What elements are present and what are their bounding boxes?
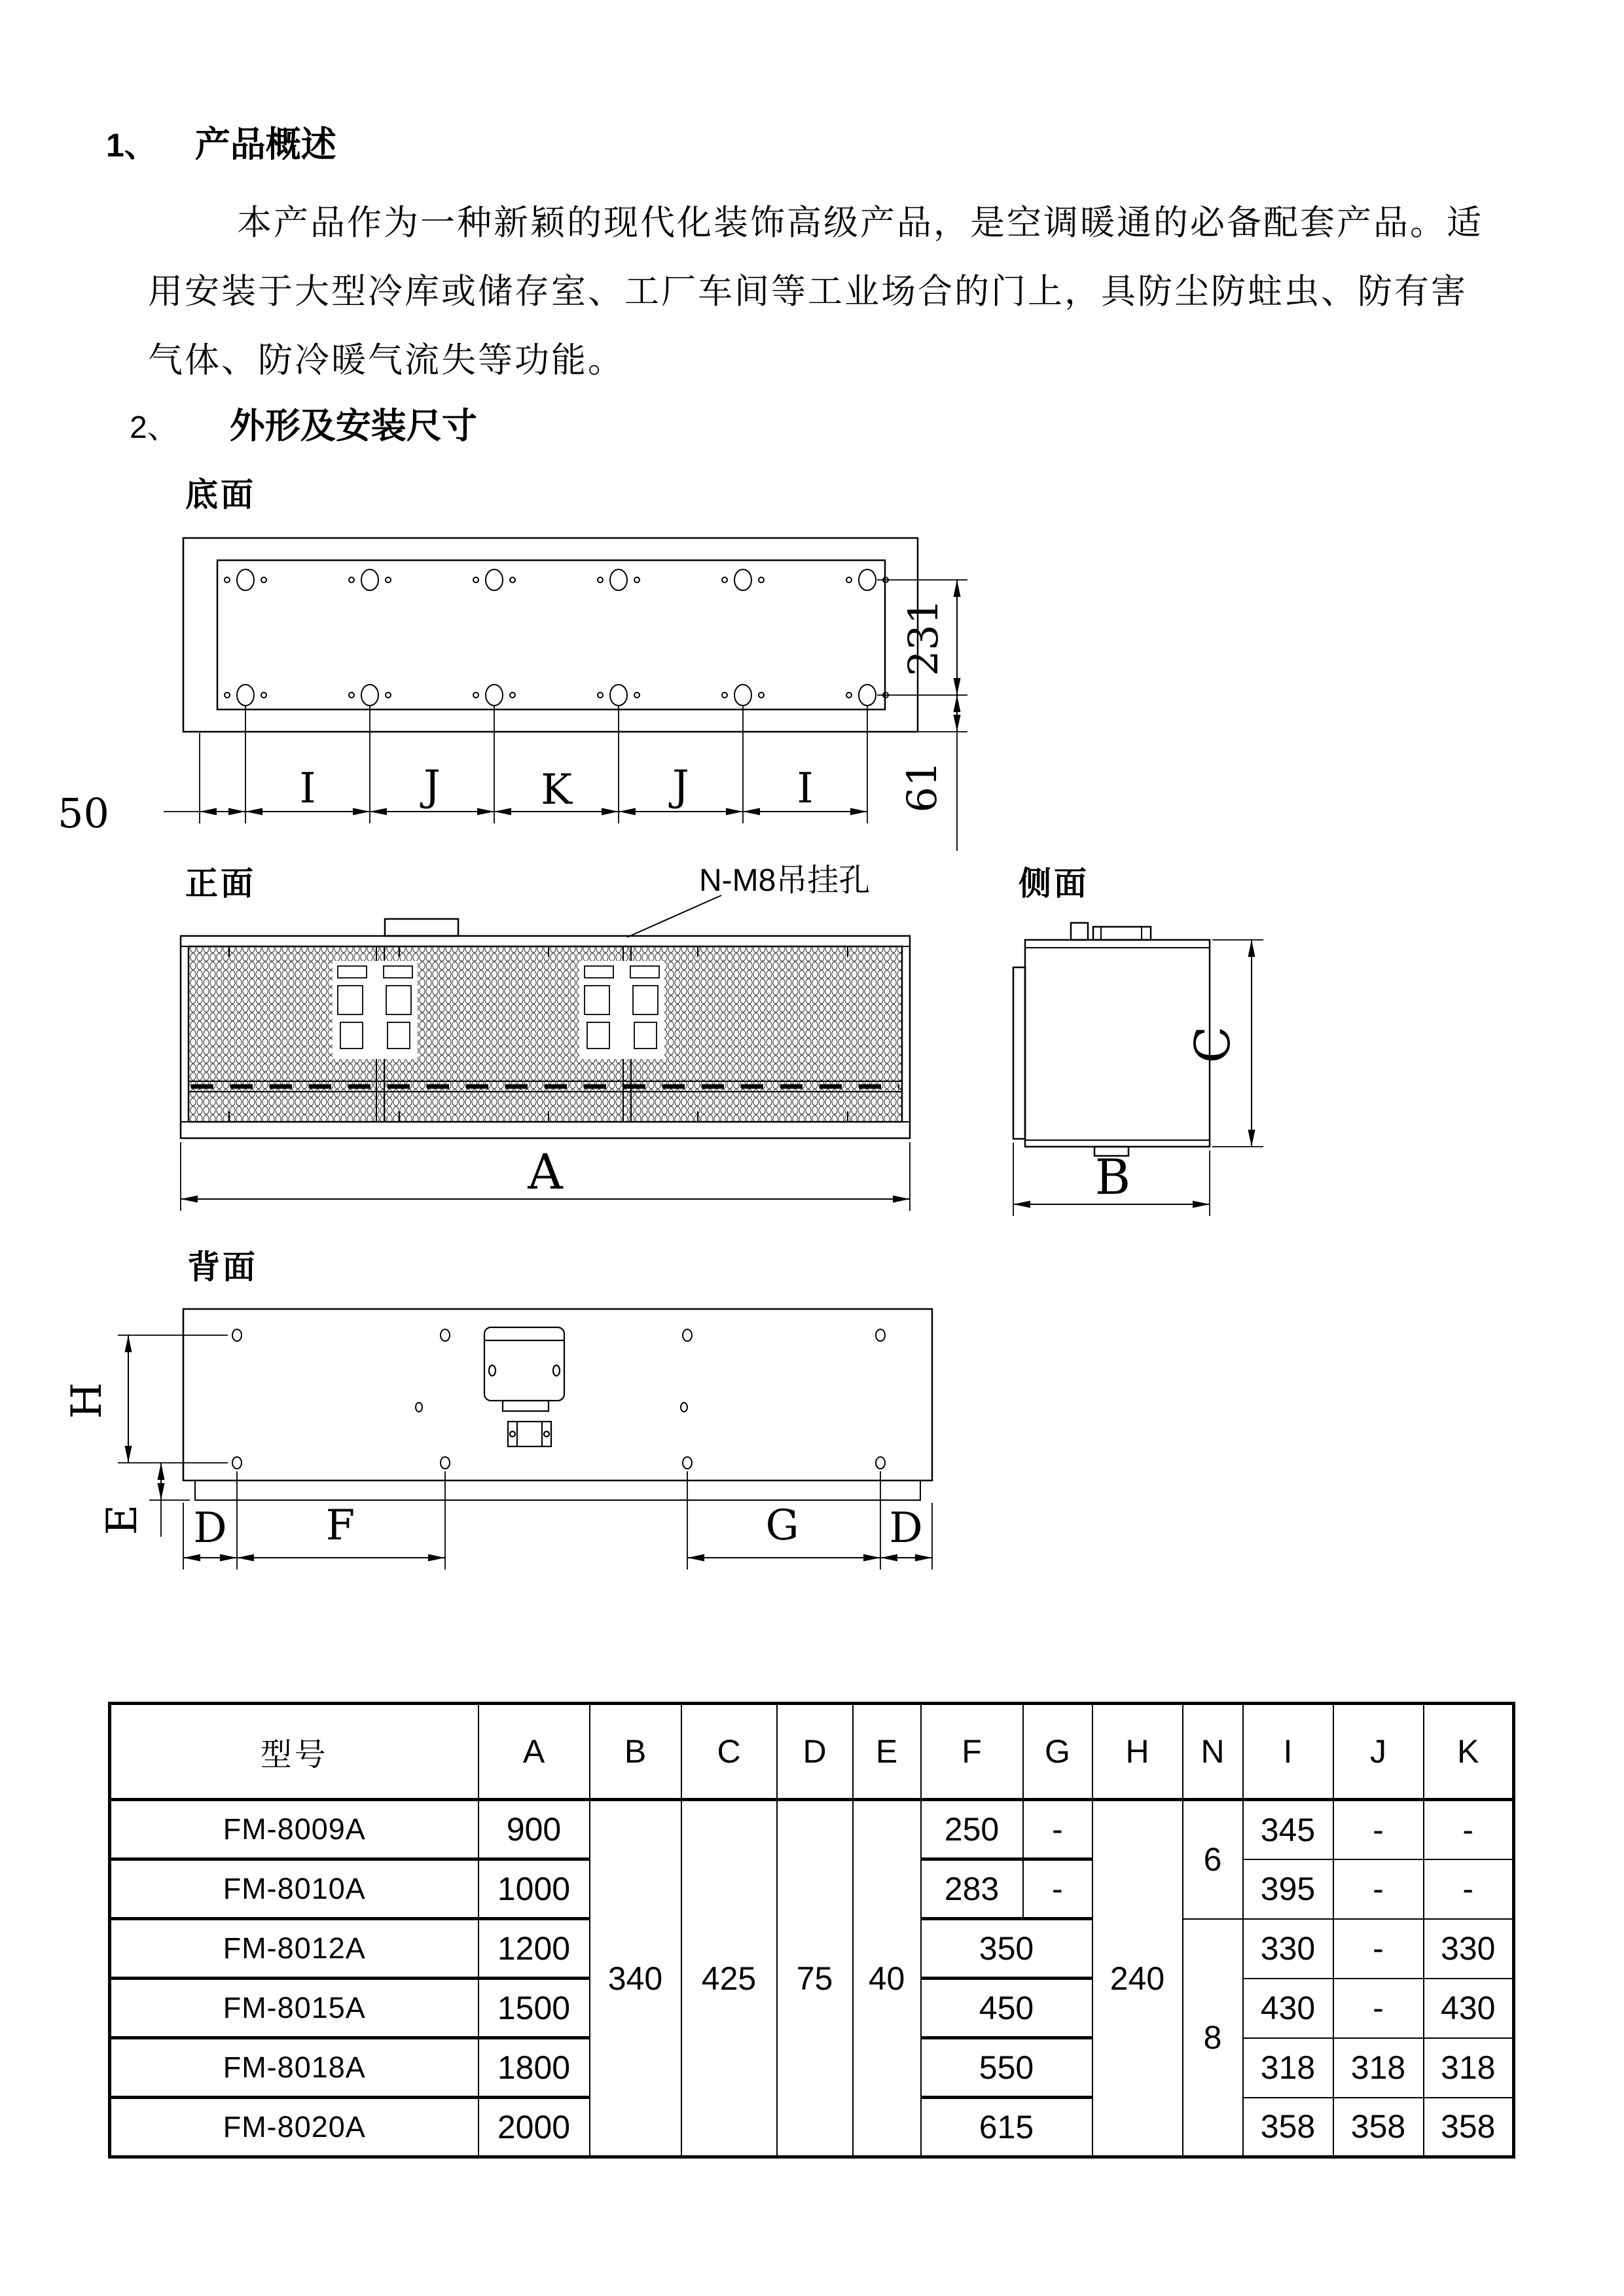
section-1-title: 产品概述 [194, 125, 336, 164]
cell-fg: 615 [921, 2098, 1092, 2157]
dim-D-label-1: D [193, 1504, 227, 1552]
cell-c-shared: 425 [681, 1800, 777, 2157]
dimension-arrow [181, 1196, 198, 1203]
dimension-arrow [954, 695, 961, 712]
dimension-arrow [743, 808, 760, 816]
screw-hole [416, 1403, 422, 1412]
dimension-arrow [954, 678, 961, 695]
col-header-a: A [478, 1704, 590, 1800]
pilot-hole [510, 577, 515, 583]
dimension-arrow [1013, 1201, 1030, 1208]
front-top-fitting [385, 919, 458, 936]
pilot-hole [225, 692, 230, 698]
dimension-arrow [477, 808, 494, 816]
side-flange [1013, 967, 1025, 1139]
col-header-b: B [590, 1704, 681, 1800]
pilot-hole [722, 577, 727, 583]
dimension-arrow [228, 808, 245, 816]
screw-hole [876, 1329, 885, 1341]
col-header-c: C [681, 1704, 777, 1800]
back-view-label: 背面 [187, 1249, 258, 1285]
cell-fg: 450 [921, 1979, 1092, 2038]
pilot-hole [634, 577, 640, 583]
cell-i: 395 [1243, 1859, 1333, 1919]
cell-fg: 350 [921, 1919, 1092, 1979]
dim-J-label-2: J [672, 762, 689, 810]
cell-model: FM-8018A [110, 2038, 478, 2098]
cell-b-shared: 340 [590, 1800, 681, 2157]
col-header-e: E [853, 1704, 921, 1800]
cell-i: 345 [1243, 1800, 1333, 1859]
col-header-model: 型号 [110, 1704, 478, 1800]
screw-hole [876, 1457, 885, 1469]
section-2-title: 外形及安装尺寸 [229, 406, 477, 446]
cell-model: FM-8012A [110, 1919, 478, 1979]
back-dimensions [118, 1335, 932, 1570]
cell-a: 2000 [478, 2098, 590, 2157]
dimension-arrow [125, 1446, 132, 1463]
dimension-arrow [1193, 1201, 1210, 1208]
dim-61-label: 61 [898, 761, 946, 813]
cell-k: 358 [1424, 2098, 1514, 2157]
pilot-hole [846, 577, 852, 583]
col-header-i: I [1243, 1704, 1333, 1800]
bottom-view-label: 底面 [185, 476, 256, 513]
dimension-arrow [237, 1554, 254, 1562]
dim-C-label: C [1185, 1026, 1241, 1064]
bottom-view-drawing [58, 538, 967, 851]
cell-e-shared: 40 [853, 1800, 921, 2157]
cell-f: 250 [921, 1800, 1023, 1859]
screw-hole [441, 1457, 450, 1469]
table-header-row [110, 1704, 1514, 1800]
cell-f: 283 [921, 1859, 1023, 1919]
dimension-arrow [183, 1554, 200, 1562]
back-panel [183, 1309, 932, 1480]
dimension-table [108, 1702, 1515, 2159]
table-row [110, 1800, 1514, 1859]
cell-i: 358 [1243, 2098, 1333, 2157]
cell-k: 318 [1424, 2038, 1514, 2098]
cell-g: - [1023, 1800, 1092, 1859]
cell-model: FM-8010A [110, 1859, 478, 1919]
cell-j: - [1333, 1919, 1424, 1979]
side-top-fitting-1 [1071, 923, 1088, 940]
col-header-g: G [1023, 1704, 1092, 1800]
cell-j: - [1333, 1859, 1424, 1919]
slot-hole [610, 569, 627, 590]
screw-hole [232, 1329, 242, 1341]
bottom-mounting-holes [225, 569, 888, 706]
cell-a: 1200 [478, 1919, 590, 1979]
dimension-arrow [1248, 1130, 1255, 1147]
cell-a: 1800 [478, 2038, 590, 2098]
cell-a: 1000 [478, 1859, 590, 1919]
pilot-hole [634, 692, 640, 698]
bottom-outer-frame [183, 538, 918, 732]
front-mesh-grille [189, 946, 902, 1122]
dimension-arrow [428, 1554, 445, 1562]
cell-model: FM-8020A [110, 2098, 478, 2157]
pilot-hole [261, 692, 266, 698]
side-dimensions [1013, 940, 1263, 1216]
back-bottom-strip [195, 1480, 920, 1500]
cell-n-shared: 8 [1183, 1919, 1243, 2157]
dim-D-label-2: D [889, 1504, 923, 1552]
col-header-j: J [1333, 1704, 1424, 1800]
slot-hole [237, 685, 254, 706]
pilot-hole [510, 692, 515, 698]
hanging-hole-note: N-M8吊挂孔 [699, 863, 871, 898]
dim-E-label: E [98, 1504, 147, 1535]
section-1-number: 1、 [106, 127, 157, 164]
dim-I-label-1: I [299, 764, 316, 813]
pilot-hole [759, 577, 764, 583]
dim-J-label-1: J [424, 762, 441, 810]
col-header-f: F [921, 1704, 1023, 1800]
dimension-arrow [893, 1196, 910, 1203]
side-view-label: 侧面 [1019, 865, 1089, 902]
dim-H-label: H [63, 1382, 111, 1419]
cell-j: - [1333, 1800, 1424, 1859]
slot-hole [486, 685, 503, 706]
cell-i: 430 [1243, 1979, 1333, 2038]
hanging-hole-leader-line [627, 895, 721, 937]
dimension-arrow [954, 580, 961, 597]
cell-j: - [1333, 1979, 1424, 2038]
slot-hole [734, 569, 751, 590]
slot-hole [361, 569, 378, 590]
pilot-hole [386, 692, 391, 698]
pilot-hole [473, 577, 478, 583]
slot-hole [486, 569, 503, 590]
cell-a: 1500 [478, 1979, 590, 2038]
dimension-arrow [158, 1463, 165, 1480]
intro-line-3: 气体、防冷暖气流失等功能。 [148, 341, 624, 380]
dimension-arrow [863, 1554, 880, 1562]
front-view-label: 正面 [185, 865, 256, 902]
slot-hole [610, 685, 627, 706]
dimension-arrow [370, 808, 387, 816]
dimension-arrow [954, 715, 961, 732]
cell-k: - [1424, 1800, 1514, 1859]
cell-g: - [1023, 1859, 1092, 1919]
dim-K-label: K [541, 766, 572, 814]
pilot-hole [846, 692, 852, 698]
col-header-h: H [1092, 1704, 1183, 1800]
cell-j: 318 [1333, 2038, 1424, 2098]
cell-model: FM-8015A [110, 1979, 478, 2038]
dimension-arrow [602, 808, 619, 816]
slot-hole [859, 569, 876, 590]
screw-hole [232, 1457, 242, 1469]
screw-hole [683, 1329, 692, 1341]
dim-B-label: B [1094, 1149, 1131, 1206]
dimension-arrow [915, 1554, 932, 1562]
intro-line-1: 本产品作为一种新颖的现代化装饰高级产品，是空调暖通的必备配套产品。适 [237, 204, 1483, 242]
dimension-arrow [353, 808, 370, 816]
cell-i: 318 [1243, 2038, 1333, 2098]
dimension-arrow [245, 808, 262, 816]
dimension-arrow [125, 1335, 132, 1352]
pilot-hole [349, 692, 354, 698]
cell-d-shared: 75 [777, 1800, 853, 2157]
cell-a: 900 [478, 1800, 590, 1859]
pilot-hole [349, 577, 354, 583]
screw-hole [683, 1457, 692, 1469]
dim-50-label: 50 [58, 789, 109, 837]
front-view-drawing [181, 895, 910, 1211]
cell-i: 330 [1243, 1919, 1333, 1979]
dimension-arrow [158, 1483, 165, 1500]
cell-model: FM-8009A [110, 1800, 478, 1859]
cell-k: 330 [1424, 1919, 1514, 1979]
dimension-arrow [880, 1554, 897, 1562]
back-motor-box [484, 1327, 564, 1446]
pilot-hole [598, 692, 603, 698]
side-view-drawing [1013, 923, 1263, 1216]
pilot-hole [598, 577, 603, 583]
dim-G-label: G [765, 1501, 799, 1550]
cell-fg: 550 [921, 2038, 1092, 2098]
screw-hole [681, 1403, 687, 1412]
bottom-inner-panel [217, 560, 885, 709]
dimension-arrow [687, 1554, 704, 1562]
dimension-arrow [200, 808, 217, 816]
dim-F-label: F [325, 1501, 355, 1550]
cell-k: - [1424, 1859, 1514, 1919]
pilot-hole [473, 692, 478, 698]
dimension-arrow [619, 808, 636, 816]
pilot-hole [261, 577, 266, 583]
col-header-d: D [777, 1704, 853, 1800]
dimension-arrow [726, 808, 743, 816]
slot-hole [734, 685, 751, 706]
section-2-number: 2、 [130, 410, 179, 445]
cell-k: 430 [1424, 1979, 1514, 2038]
slot-hole [859, 685, 876, 706]
col-header-n: N [1183, 1704, 1243, 1800]
dimension-table-wrapper [108, 1702, 1515, 2159]
pilot-hole [386, 577, 391, 583]
dim-231-label: 231 [899, 598, 947, 677]
screw-hole [441, 1329, 450, 1341]
intro-line-2: 用安装于大型冷库或储存室、工厂车间等工业场合的门上，具防尘防蛀虫、防有害 [148, 272, 1468, 311]
side-body [1025, 940, 1210, 1147]
pilot-hole [225, 577, 230, 583]
dim-A-label: A [528, 1144, 563, 1200]
slot-hole [237, 569, 254, 590]
cell-h-shared: 240 [1092, 1800, 1183, 2157]
back-screw-holes [232, 1329, 885, 1469]
back-view-drawing [63, 1309, 932, 1570]
dimension-arrow [220, 1554, 237, 1562]
slot-hole [361, 685, 378, 706]
dimension-arrow [850, 808, 867, 816]
dim-I-label-2: I [797, 764, 814, 813]
cell-j: 358 [1333, 2098, 1424, 2157]
col-header-k: K [1424, 1704, 1514, 1800]
dimension-arrow [1248, 940, 1255, 957]
cell-n-shared: 6 [1183, 1800, 1243, 1919]
pilot-hole [722, 692, 727, 698]
pilot-hole [759, 692, 764, 698]
dimension-arrow [494, 808, 511, 816]
